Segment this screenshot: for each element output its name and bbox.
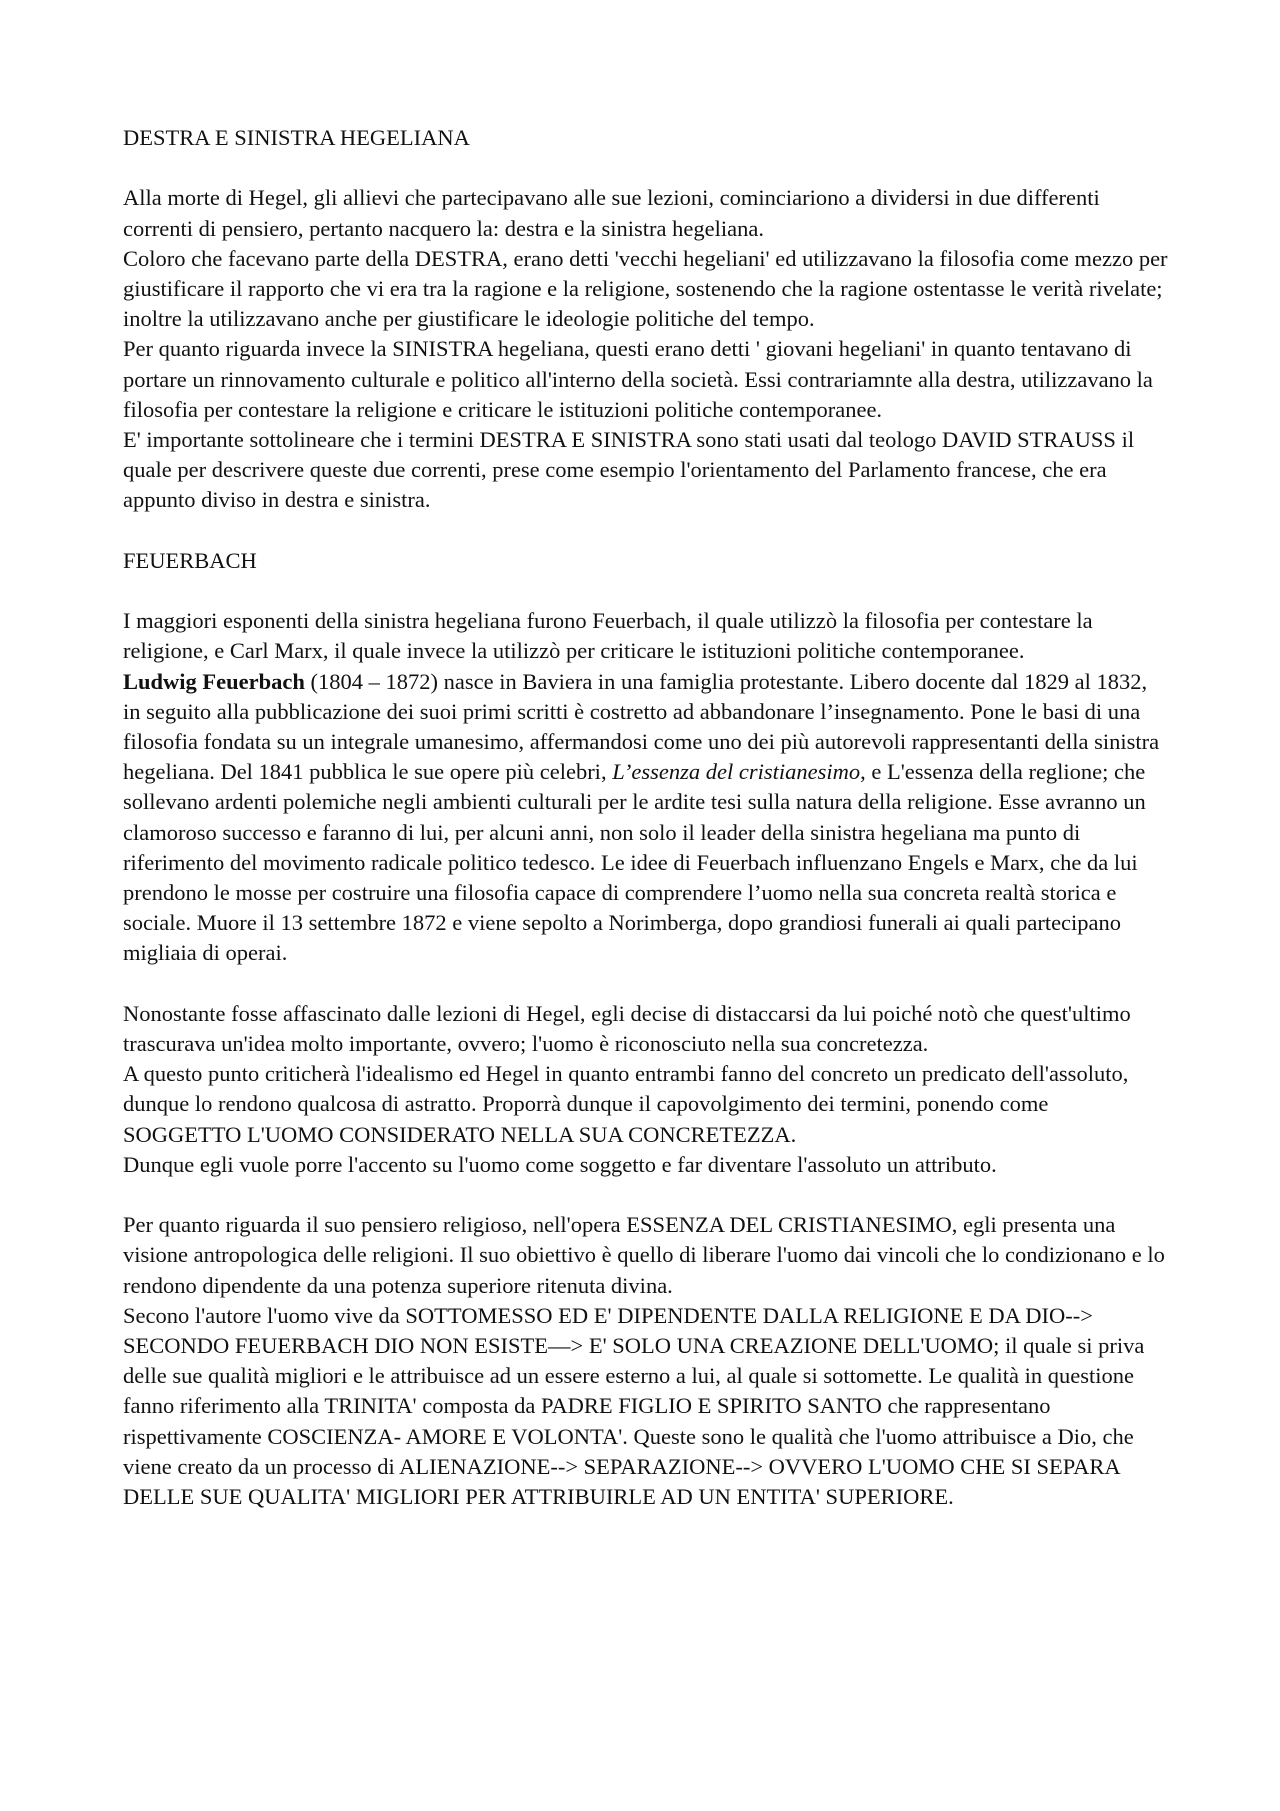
bio-name: Ludwig Feuerbach [123,668,305,694]
paragraph: E' importante sottolineare che i termini DESTRA E SINISTRA sono stati usati dal teologo DAVID STRAUSS il quale per descrivere queste due correnti, prese come esempio l'orientamento del Parlamento francese, che era appunto diviso in destra e sinistra. [123,427,1135,513]
blank-line [123,153,1168,183]
biography-paragraph [123,667,1168,969]
document-page [123,123,1168,1512]
bio-text: , e L'essenza della reglione; che sollevano ardenti polemiche negli ambienti culturali per le ardite tesi sulla natura della religione. Esse avranno un clamoroso successo e faranno di lui, per alcuni anni, non solo il leader della sinistra hegeliana ma punto di riferimento del movimento radicale politico tedesco. Le idee di Feuerbach influenzano Engels e Marx, che da lui prendono le mosse per costruire una filosofia capace di comprendere l’uomo nella sua concreta realtà storica e sociale. Muore il 13 settembre 1872 e viene sepolto a Norimberga, dopo grandiosi funerali ai quali partecipano migliaia di operai. [123,759,1146,966]
paragraph: I maggiori esponenti della sinistra hegeliana furono Feuerbach, il quale utilizzò la filosofia per contestare la religione, e Carl Marx, il quale invece la utilizzò per criticare le istituzioni politiche contemporanee. [123,608,1093,664]
paragraph: Alla morte di Hegel, gli allievi che partecipavano alle sue lezioni, cominciariono a dividersi in due differenti correnti di pensiero, pertanto nacquero la: destra e la sinistra hegeliana. [123,185,1100,241]
paragraph: Per quanto riguarda invece la SINISTRA hegeliana, questi erano detti ' giovani hegeliani' in quanto tentavano di portare un rinnovamento culturale e politico all'interno della società. Essi contrariamnte alla destra, utilizzavano la filosofia per contestare la religione e criticare le istituzioni politiche contemporanee. [123,336,1153,422]
blank-line [123,576,1168,606]
paragraph: A questo punto criticherà l'idealismo ed Hegel in quanto entrambi fanno del concreto un predicato dell'assoluto, dunque lo rendono qualcosa di astratto. Proporrà dunque il capovolgimento dei termini, ponendo come SOGGETTO L'UOMO CONSIDERATO NELLA SUA CONCRETEZZA. [123,1061,1129,1147]
paragraph: Dunque egli vuole porre l'accento su l'uomo come soggetto e far diventare l'assoluto un attributo. [123,1151,997,1177]
paragraph: Coloro che facevano parte della DESTRA, erano detti 'vecchi hegeliani' ed utilizzavano la filosofia come mezzo per giustificare il rapporto che vi era tra la ragione e la religione, sostenendo che la ragione ostentasse le verità rivelate; inoltre la utilizzavano anche per giustificare le ideologie politiche del tempo. [123,245,1168,332]
paragraph: Per quanto riguarda il suo pensiero religioso, nell'opera ESSENZA DEL CRISTIANESIMO, egli presenta una visione antropologica delle religioni. Il suo obiettivo è quello di liberare l'uomo dai vincoli che lo condizionano e lo rendono dipendente da una potenza superiore ritenuta divina. [123,1212,1165,1298]
section-title-destra-sinistra: DESTRA E SINISTRA HEGELIANA [123,125,470,150]
blank-line [123,1180,1168,1210]
bio-text: (1804 – 1872) nasce in Baviera in una famiglia protestante. Libero docente dal 1829 al 1832, in seguito alla pubblicazione dei suoi primi scritti è costretto ad abbandonare l’insegnamento. Pone le basi di una filosofia fondata su un integrale umanesimo, affermandosi come uno dei più autorevoli rappresentanti della sinistra hegeliana. Del 1841 pubblica le sue opere più celebri, [123,668,1160,785]
bio-work-title: L’essenza del cristianesimo [612,759,861,785]
paragraph: Secono l'autore l'uomo vive da SOTTOMESSO ED E' DIPENDENTE DALLA RELIGIONE E DA DIO--> SECONDO FEUERBACH DIO NON ESISTE—> E' SOLO UNA CREAZIONE DELL'UOMO; il quale si priva delle sue qualità migliori e le attribuisce ad un essere esterno a lui, al quale si sottomette. Le qualità in questione fanno riferimento alla TRINITA' composta da PADRE FIGLIO E SPIRITO SANTO che rappresentano rispettivamente COSCIENZA- AMORE E VOLONTA'. Queste sono le qualità che l'uomo attribuisce a Dio, che viene creato da un processo di ALIENAZIONE--> SEPARAZIONE--> OVVERO L'UOMO CHE SI SEPARA DELLE SUE QUALITA' MIGLIORI PER ATTRIBUIRLE AD UN ENTITA' SUPERIORE. [123,1302,1145,1510]
paragraph: Nonostante fosse affascinato dalle lezioni di Hegel, egli decise di distaccarsi da lui poiché notò che quest'ultimo trascurava un'idea molto importante, ovvero; l'uomo è riconosciuto nella sua concretezza. [123,1000,1131,1057]
blank-line [123,516,1168,546]
section-title-feuerbach: FEUERBACH [123,547,257,573]
blank-line [123,969,1168,999]
